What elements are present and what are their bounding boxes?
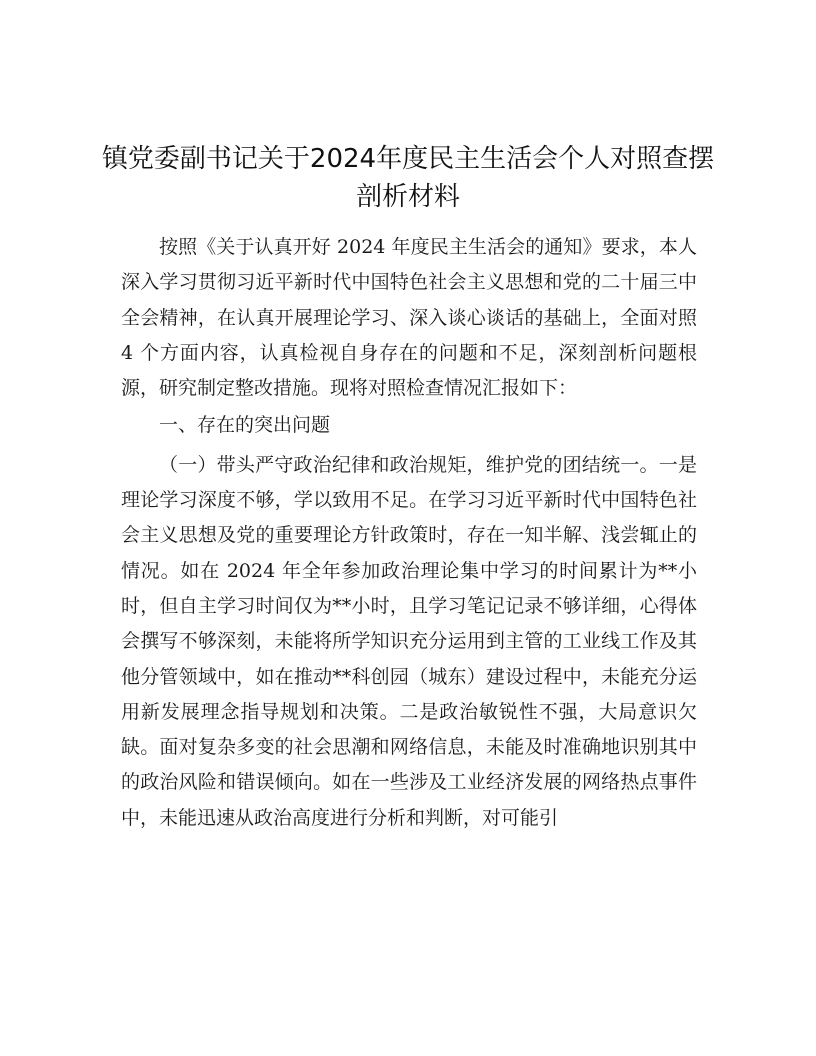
document-body — [121, 230, 697, 836]
body-paragraph: （一）带头严守政治纪律和政治规矩，维护党的团结统一。一是理论学习深度不够，学以致用不足。在学习习近平新时代中国特色社会主义思想及党的重要理论方针政策时，存在一知半解、浅尝辄止的情况。如在 2024 年全年参加政治理论集中学习的时间累计为**小时，但自主学习时间仅为**小时，且学习笔记记录不够详细，心得体会撰写不够深刻，未能将所学知识充分运用到主管的工业线工作及其他分管领域中，如在推动**科创园（城东）建设过程中，未能充分运用新发展理念指导规划和决策。二是政治敏锐性不强，大局意识欠缺。面对复杂多变的社会思潮和网络信息，未能及时准确地识别其中的政治风险和错误倾向。如在一些涉及工业经济发展的网络热点事件中，未能迅速从政治高度进行分析和判断，对可能引 — [121, 453, 697, 829]
section-heading: 一、存在的突出问题 — [159, 414, 331, 437]
intro-paragraph: 按照《关于认真开好 2024 年度民主生活会的通知》要求，本人深入学习贯彻习近平新时代中国特色社会主义思想和党的二十届三中全会精神，在认真开展理论学习、深入谈心谈话的基础上，全面对照 4 个方面内容，认真检视自身存在的问题和不足，深刻剖析问题根源，研究制定整改措施。现将对照检查情况汇报如下： — [121, 236, 697, 400]
document-title: 镇党委副书记关于2024年度民主生活会个人对照查摆剖析材料 — [101, 144, 715, 212]
